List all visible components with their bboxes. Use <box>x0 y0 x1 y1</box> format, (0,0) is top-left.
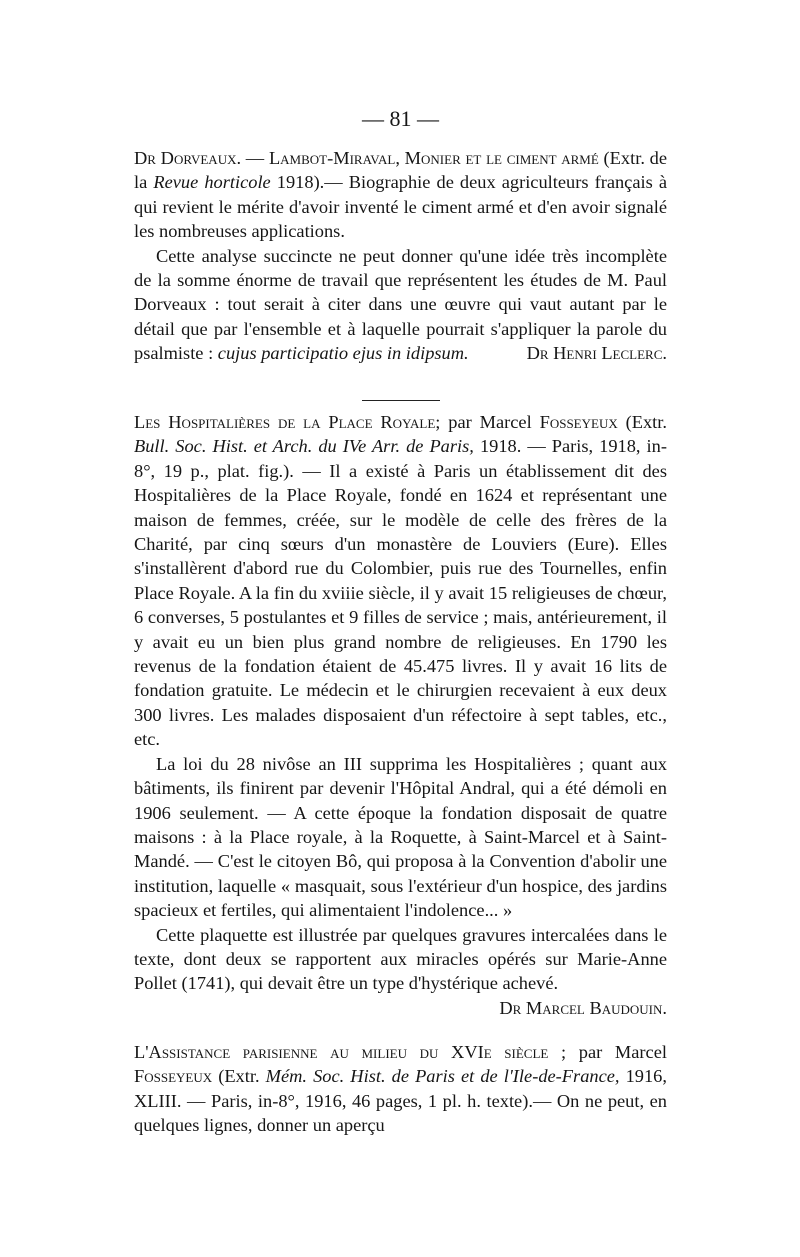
review-body: Cette analyse succincte ne peut donner qu'une idée très incomplète de la somme énorme de travail que représentent les études de M. Paul Dorveaux : tout serait à citer dans une œuvre qui vaut autant par le détail que par l'ensemble et à laquelle pourrait s'appliquer la parole du psalmiste : <box>134 245 667 364</box>
review-source-open: (Extr. de la <box>134 148 668 193</box>
review-author: Dr Dorveaux. <box>134 148 242 168</box>
review-title: L'Assistance parisienne au milieu du XVIe siècle <box>134 1042 549 1062</box>
review-journal: Revue horticole <box>153 172 271 193</box>
review-fosseyeux-hospitalieres <box>134 410 667 1020</box>
review-body: 1916, XLIII. — Paris, in-8°, 1916, 46 pages, 1 pl. h. texte).— On ne peut, en quelques lignes, donner un aperçu <box>134 1066 667 1136</box>
review-hospitalieres-para2: La loi du 28 nivôse an III supprima les Hospitalières ; quant aux bâtiments, ils finirent par devenir l'Hôpital Andral, qui a été démoli en 1906 seulement. — A cette époque la fondation disposait de quatre maisons : à la Place royale, à la Roquette, à Saint-Marcel et à Saint-Mandé. — C'est le citoyen Bô, qui proposa à la Convention d'abolir une institution, laquelle « masquait, sous l'extérieur d'un hospice, des jardins spacieux et fertiles, qui alimentaient l'indolence... » <box>134 753 667 921</box>
review-dorveaux <box>134 146 667 366</box>
review-body: 1918. — Paris, 1918, in-8°, 19 p., plat. fig.). — Il a existé à Paris un établissement dit des Hospitalières de la Place Royale, fondé en 1624 et représentant une maison de femmes, créée, sur le modèle de celle des frères de la Charité, par cinq sœurs d'un monastère de Louviers (Eure). Elles s'installèrent d'abord rue du Colombier, puis rue des Tournelles, enfin Place Royale. A la fin du xviiie siècle, il y avait 15 religieuses de chœur, 6 converses, 5 postulantes et 9 filles de service ; mais, antérieurement, il y avait eu un bien plus grand nombre de religieuses. En 1790 les revenus de la fondation étaient de 45.475 livres. Il y avait 16 lits de fondation gratuite. Le médecin et le chirurgien recevaient à eux deux 300 livres. Les malades disposaient d'un réfectoire à sept tables, etc., etc. <box>134 436 667 750</box>
review-author: Fosseyeux <box>134 1066 213 1087</box>
review-signature: Dr Marcel Baudouin. <box>499 997 667 1018</box>
section-divider <box>362 400 440 401</box>
review-journal: Bull. Soc. Hist. et Arch. du IVe Arr. de Paris, <box>134 436 474 457</box>
review-source-open: (Extr. <box>218 1066 260 1087</box>
review-body: 1918).— Biographie de deux agriculteurs français à qui revient le mérite d'avoir inventé le ciment armé et d'en avoir signalé les nombreuses applications. <box>134 172 667 242</box>
page-number: — 81 — <box>362 106 439 131</box>
review-dorveaux-para1: Dr Dorveaux. — Lambot-Miraval, Monier et le ciment armé (Extr. de la Revue horticole 1918).— Biographie de deux agriculteurs français à qui revient le mérite d'avoir inventé le ciment armé et d'en avoir signalé les nombreuses applications. <box>134 148 668 242</box>
review-quote: cujus participatio ejus in idipsum. <box>217 343 469 364</box>
review-hospitalieres-para3 <box>134 923 667 1018</box>
review-dorveaux-para2 <box>134 244 667 366</box>
review-signature: Dr Henri Leclerc. <box>526 343 667 364</box>
review-journal: Mém. Soc. Hist. de Paris et de l'Ile-de-France, <box>265 1066 620 1087</box>
review-author-intro: ; par Marcel <box>561 1042 667 1062</box>
review-assistance-para1 <box>134 1040 667 1138</box>
review-hospitalieres-para1 <box>134 410 667 752</box>
review-fosseyeux-assistance <box>134 1040 667 1138</box>
review-title: Les Hospitalières de la Place Royale <box>134 412 436 432</box>
review-author: Fosseyeux <box>539 412 618 432</box>
review-body: Cette plaquette est illustrée par quelques gravures intercalées dans le texte, dont deux se rapportent aux miracles opérés sur Marie-Anne Pollet (1741), qui devait être un type d'hystérique achevé. <box>134 924 667 994</box>
review-title: Lambot-Miraval, Monier et le ciment armé <box>268 148 599 168</box>
review-source-open: (Extr. <box>625 412 667 432</box>
review-author-intro: ; par Marcel <box>435 412 532 432</box>
